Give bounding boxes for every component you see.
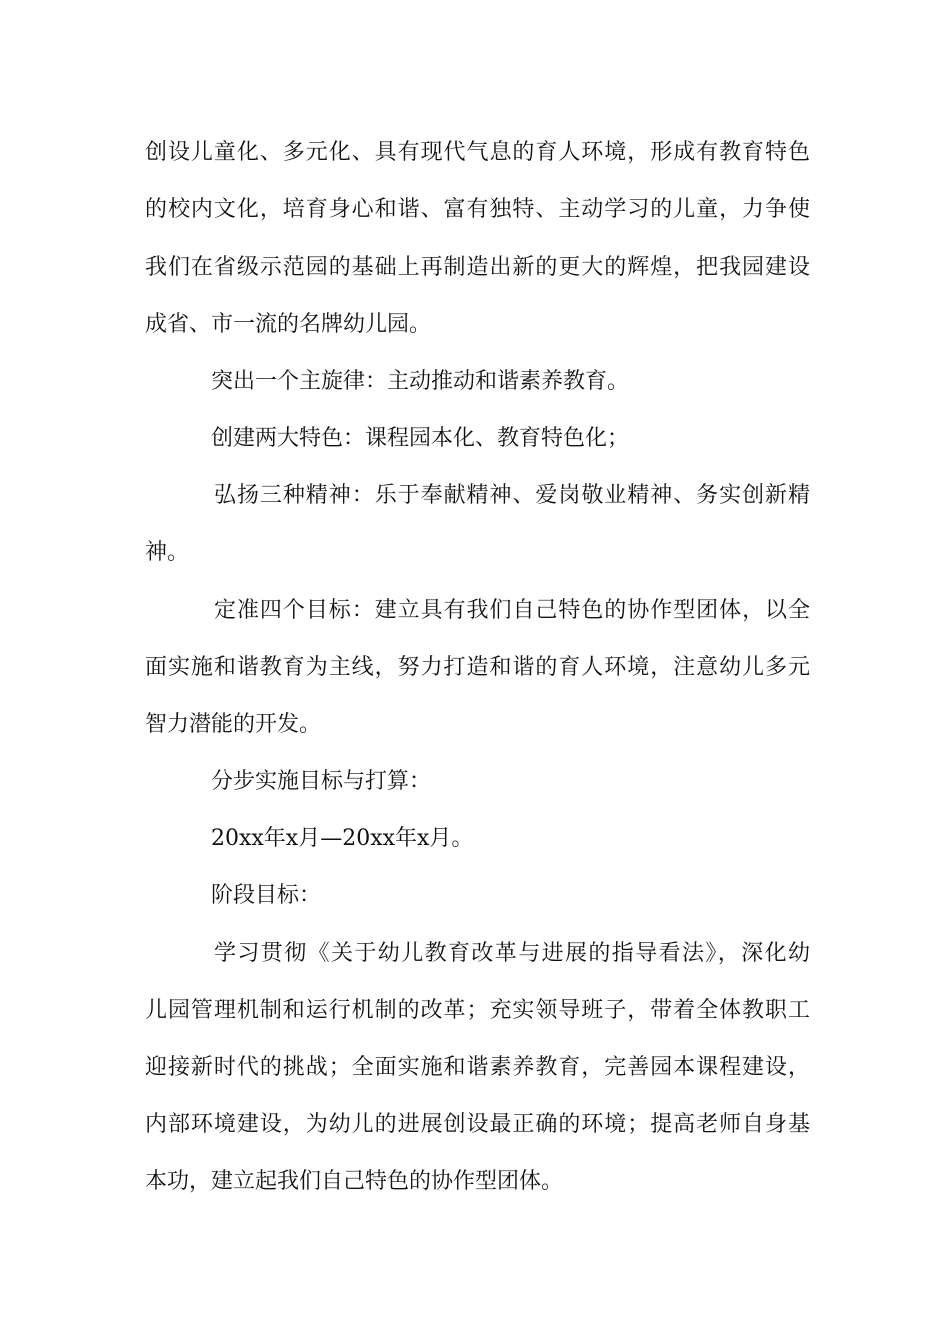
text-line: 分步实施目标与打算： bbox=[211, 769, 432, 794]
text-line: 学习贯彻《关于幼儿教育改革与进展的指导看法》，深化幼 bbox=[214, 941, 810, 966]
text-line: 面实施和谐教育为主线，努力打造和谐的育人环境，注意幼儿多元 bbox=[145, 655, 810, 680]
text-line: 突出一个主旋律：主动推动和谐素养教育。 bbox=[211, 369, 630, 394]
text-line: 本功，建立起我们自己特色的协作型团体。 bbox=[145, 1169, 564, 1194]
text-line: 创建两大特色：课程园本化、教育特色化； bbox=[211, 426, 630, 451]
text-line: 创设儿童化、多元化、具有现代气息的育人环境，形成有教育特色 bbox=[145, 140, 810, 165]
text-line: 神。 bbox=[145, 540, 190, 565]
text-line: 迎接新时代的挑战；全面实施和谐素养教育，完善园本课程建设， bbox=[145, 1055, 810, 1080]
text-line: 的校内文化，培育身心和谐、富有独特、主动学习的儿童，力争使 bbox=[145, 197, 810, 222]
text-line: 阶段目标： bbox=[211, 883, 322, 908]
text-line: 智力潜能的开发。 bbox=[145, 712, 322, 737]
text-line: 成省、市一流的名牌幼儿园。 bbox=[145, 312, 432, 337]
text-line: 内部环境建设，为幼儿的进展创设最正确的环境；提高老师自身基 bbox=[145, 1112, 810, 1137]
text-line: 20xx年x月—20xx年x月。 bbox=[211, 826, 474, 851]
text-line: 我们在省级示范园的基础上再制造出新的更大的辉煌，把我园建设 bbox=[145, 255, 810, 280]
text-line: 定准四个目标：建立具有我们自己特色的协作型团体，以全 bbox=[214, 598, 810, 623]
text-line: 弘扬三种精神：乐于奉献精神、爱岗敬业精神、务实创新精 bbox=[214, 483, 810, 508]
text-line: 儿园管理机制和运行机制的改革；充实领导班子，带着全体教职工 bbox=[145, 998, 810, 1023]
